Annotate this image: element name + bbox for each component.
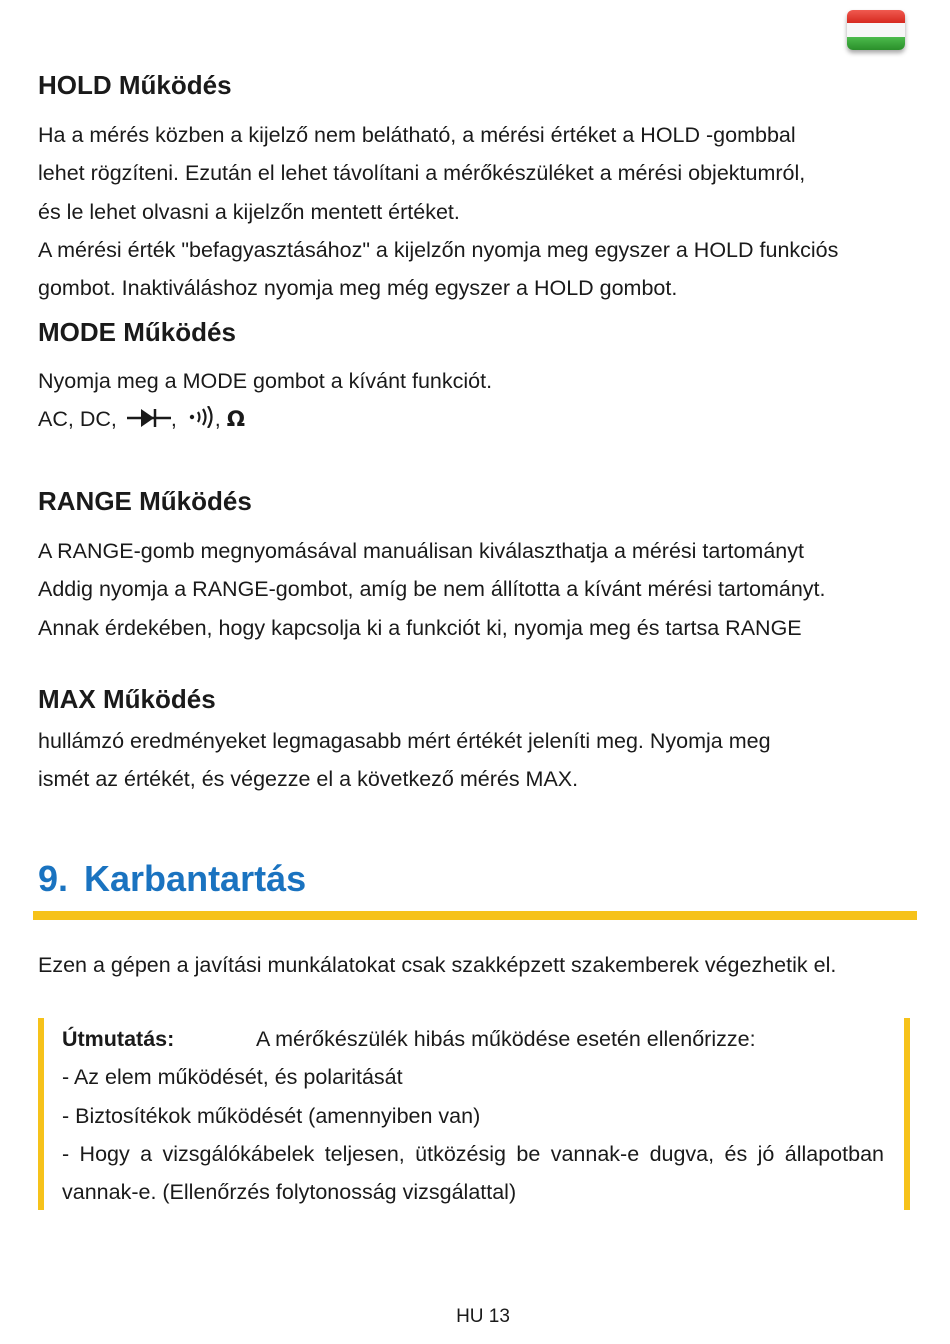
note-item: - Hogy a vizsgálókábelek teljesen, ütközésig be vannak-e dugva, és jó állapotban vannak-e. (Ellenőrzés folytonosság vizsgálattal) <box>62 1141 884 1205</box>
mode-heading: MODE Működés <box>38 317 236 347</box>
continuity-beeper-icon <box>189 406 215 428</box>
mode-separator: , <box>214 407 221 432</box>
max-heading: MAX Működés <box>38 684 216 714</box>
mode-functions-line <box>38 400 492 439</box>
hold-paragraph <box>38 116 838 307</box>
mode-separator: , <box>170 407 177 432</box>
note-item: - Az elem működését, és polaritását <box>62 1065 403 1090</box>
chapter-heading <box>38 858 306 900</box>
range-line: Annak érdekében, hogy kapcsolja ki a funkciót ki, nyomja meg és tartsa RANGE <box>38 615 802 640</box>
max-paragraph <box>38 722 771 799</box>
ohm-symbol: Ω <box>226 407 246 433</box>
chapter-intro: Ezen a gépen a javítási munkálatokat csak szakképzett szakemberek végezhetik el. <box>38 953 837 977</box>
hold-line: gombot. Inaktiváláshoz nyomja meg még egyszer a HOLD gombot. <box>38 276 678 301</box>
hungarian-flag-icon <box>847 10 905 50</box>
chapter-underline <box>33 911 917 920</box>
mode-line: Nyomja meg a MODE gombot a kívánt funkciót. <box>38 369 493 393</box>
hold-line: Ha a mérés közben a kijelző nem belátható, a mérési értéket a HOLD -gombbal <box>38 123 796 147</box>
hold-line: és le lehet olvasni a kijelzőn mentett értéket. <box>38 199 460 224</box>
chapter-title: Karbantartás <box>84 858 307 899</box>
max-line: hullámzó eredményeket legmagasabb mért értékét jeleníti meg. Nyomja meg <box>38 729 771 753</box>
note-heading: A mérőkészülék hibás működése esetén ellenőrizze: <box>256 1027 756 1051</box>
mode-prefix: AC, DC, <box>38 407 117 432</box>
range-heading: RANGE Működés <box>38 486 252 516</box>
note-item: - Biztosítékok működését (amennyiben van) <box>62 1103 481 1128</box>
hold-line: A mérési érték "befagyasztásához" a kijelzőn nyomja meg egyszer a HOLD funkciós <box>38 237 839 262</box>
page-number: HU 13 <box>456 1306 510 1327</box>
range-line: A RANGE-gomb megnyomásával manuálisan kiválaszthatja a mérési tartományt <box>38 539 804 563</box>
note-box <box>38 1018 910 1210</box>
hold-line: lehet rögzíteni. Ezután el lehet távolítani a mérőkészüléket a mérési objektumról, <box>38 161 806 186</box>
mode-paragraph <box>38 362 492 440</box>
note-label: Útmutatás: <box>62 1027 175 1051</box>
note-heading-line <box>62 1020 884 1058</box>
hold-heading: HOLD Működés <box>38 70 232 100</box>
max-line: ismét az értékét, és végezze el a következő mérés MAX. <box>38 767 579 792</box>
diode-icon <box>127 408 171 428</box>
range-paragraph <box>38 532 826 647</box>
note-text <box>62 1020 884 1211</box>
range-line: Addig nyomja a RANGE-gombot, amíg be nem állította a kívánt mérési tartományt. <box>38 577 826 602</box>
chapter-number: 9. <box>38 858 69 899</box>
